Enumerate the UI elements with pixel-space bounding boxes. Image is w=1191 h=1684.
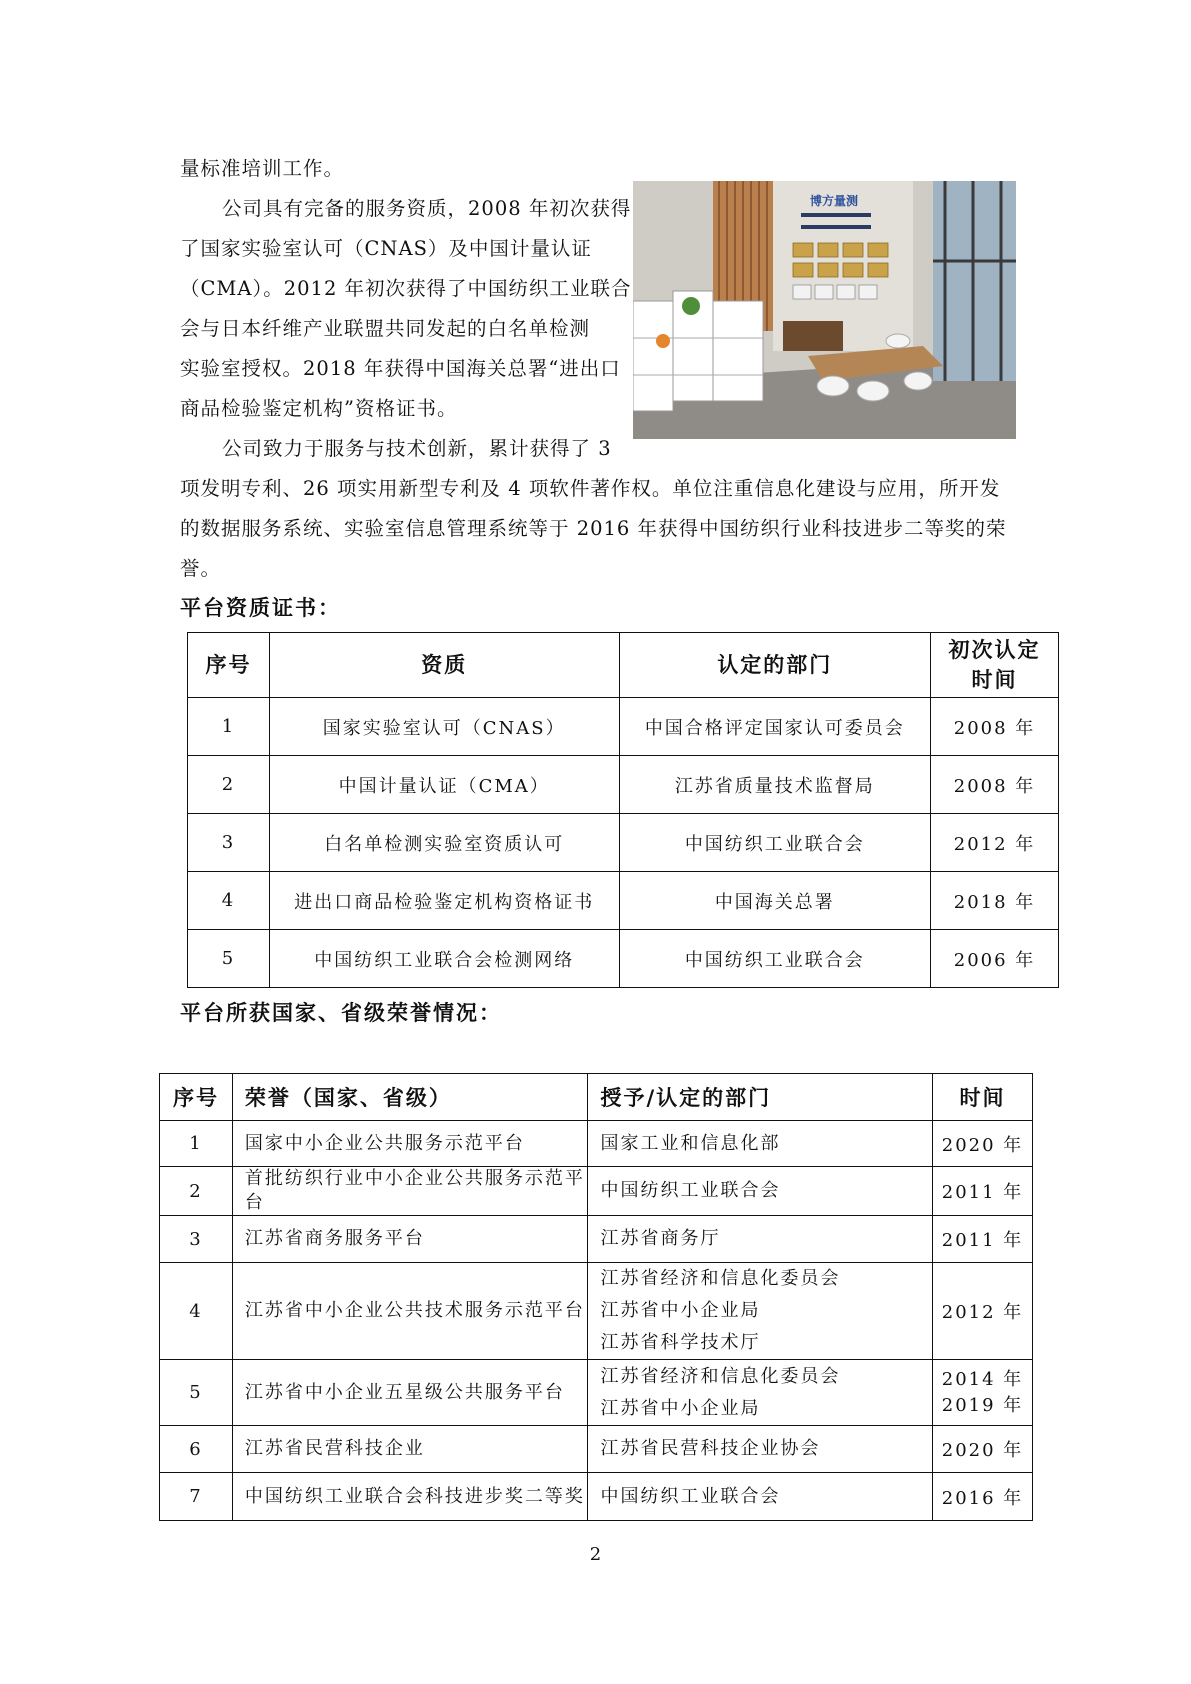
cell-department: 中国纺织工业联合会 (619, 814, 931, 872)
paragraph-line: 项发明专利、26 项实用新型专利及 4 项软件著作权。单位注重信息化建设与应用，所开发 (180, 477, 1001, 500)
paragraph-line: 量标准培训工作。 (180, 157, 345, 180)
cell-department (588, 1263, 933, 1360)
cell-year: 2012 年 (931, 814, 1059, 872)
cell-year: 2018 年 (931, 872, 1059, 930)
cell-time (933, 1263, 1033, 1360)
cell-no: 3 (188, 814, 270, 872)
cell-qualification: 中国计量认证（CMA） (269, 756, 619, 814)
cell-department: 中国纺织工业联合会 (619, 930, 931, 988)
cell-honor: 江苏省商务服务平台 (232, 1216, 588, 1263)
cell-time (933, 1426, 1033, 1473)
department-line: 江苏省经济和信息化委员会 (600, 1365, 841, 1387)
table-row (160, 1121, 1033, 1167)
cell-time (933, 1167, 1033, 1216)
header-qualification: 资质 (269, 633, 619, 698)
time-line: 2011 年 (941, 1230, 1024, 1251)
cell-department (588, 1167, 933, 1216)
time-line: 2020 年 (941, 1134, 1024, 1156)
table-row (160, 1167, 1033, 1216)
department-line: 中国纺织工业联合会 (600, 1180, 781, 1201)
cell-honor: 江苏省民营科技企业 (232, 1426, 588, 1473)
department-line: 江苏省科学技术厅 (600, 1332, 761, 1353)
section-heading-honors: 平台所获国家、省级荣誉情况： (180, 1001, 502, 1025)
cell-time (933, 1360, 1033, 1426)
cell-department (588, 1426, 933, 1473)
header-department: 授予/认定的部门 (588, 1074, 933, 1121)
office-photo (633, 181, 1016, 439)
header-time: 时间 (933, 1074, 1033, 1121)
table-row (188, 698, 1059, 756)
header-no: 序号 (160, 1074, 233, 1121)
table-row (160, 1263, 1033, 1360)
sign-title: 博方量测 (810, 194, 859, 208)
cell-honor: 首批纺织行业中小企业公共服务示范平台 (232, 1167, 588, 1216)
paragraph-line: 的数据服务系统、实验室信息管理系统等于 2016 年获得中国纺织行业科技进步二等奖的荣 (180, 517, 1007, 540)
cell-department (588, 1216, 933, 1263)
cell-qualification: 国家实验室认可（CNAS） (269, 698, 619, 756)
cell-no: 1 (188, 698, 270, 756)
paragraph-line: 会与日本纤维产业联盟共同发起的白名单检测 (180, 317, 591, 340)
cell-honor: 江苏省中小企业五星级公共服务平台 (232, 1360, 588, 1426)
time-line: 2020 年 (941, 1440, 1024, 1461)
cell-no: 2 (188, 756, 270, 814)
cell-department: 中国合格评定国家认可委员会 (619, 698, 931, 756)
paragraph-line: 了国家实验室认可（CNAS）及中国计量认证 (180, 237, 592, 260)
header-honor: 荣誉（国家、省级） (232, 1074, 588, 1121)
certificates-table (187, 632, 1059, 988)
cell-no: 4 (188, 872, 270, 930)
time-line: 2012 年 (941, 1302, 1024, 1323)
table-row (188, 872, 1059, 930)
cell-no: 4 (160, 1263, 233, 1360)
time-line: 2019 年 (941, 1394, 1024, 1416)
department-line: 江苏省民营科技企业协会 (600, 1438, 821, 1459)
honors-table (159, 1073, 1033, 1521)
cell-no: 7 (160, 1473, 233, 1521)
header-first-year (931, 633, 1059, 698)
cell-time (933, 1216, 1033, 1263)
cell-department (588, 1360, 933, 1426)
time-line: 2011 年 (941, 1182, 1024, 1203)
header-first-year-line2: 时间 (971, 668, 1018, 692)
cell-no: 2 (160, 1167, 233, 1216)
cell-honor: 中国纺织工业联合会科技进步奖二等奖 (232, 1473, 588, 1521)
paragraph-line: 公司具有完备的服务资质，2008 年初次获得 (222, 197, 632, 220)
cell-year: 2008 年 (931, 698, 1059, 756)
section-heading-certificates: 平台资质证书： (180, 596, 341, 620)
cell-department (588, 1121, 933, 1167)
department-line: 中国纺织工业联合会 (600, 1485, 781, 1507)
cell-time (933, 1473, 1033, 1521)
header-department: 认定的部门 (619, 633, 931, 698)
paragraph-line: 誉。 (180, 557, 222, 580)
cell-no: 1 (160, 1121, 233, 1167)
cell-no: 3 (160, 1216, 233, 1263)
department-line: 江苏省中小企业局 (600, 1397, 761, 1419)
table-row (188, 930, 1059, 988)
cell-no: 6 (160, 1426, 233, 1473)
table-row (160, 1473, 1033, 1521)
table-header-row (160, 1074, 1033, 1121)
cell-honor: 国家中小企业公共服务示范平台 (232, 1121, 588, 1167)
paragraph-line: 公司致力于服务与技术创新，累计获得了 3 (222, 437, 612, 460)
cell-time (933, 1121, 1033, 1167)
table-row (160, 1426, 1033, 1473)
table-header-row (188, 633, 1059, 698)
table-row (160, 1360, 1033, 1426)
time-line: 2016 年 (941, 1487, 1024, 1509)
office-photo-illustration (633, 181, 1016, 439)
table-row (160, 1216, 1033, 1263)
cell-qualification: 进出口商品检验鉴定机构资格证书 (269, 872, 619, 930)
cell-no: 5 (160, 1360, 233, 1426)
time-line: 2014 年 (941, 1368, 1024, 1390)
cell-department: 中国海关总署 (619, 872, 931, 930)
paragraph-line: （CMA）。2012 年初次获得了中国纺织工业联合 (180, 277, 632, 300)
department-line: 国家工业和信息化部 (600, 1132, 781, 1154)
department-line: 江苏省商务厅 (600, 1228, 721, 1249)
table-row (188, 814, 1059, 872)
cell-department: 江苏省质量技术监督局 (619, 756, 931, 814)
table-row (188, 756, 1059, 814)
cell-year: 2008 年 (931, 756, 1059, 814)
paragraph-line: 商品检验鉴定机构”资格证书。 (180, 397, 458, 420)
header-first-year-line1: 初次认定 (948, 638, 1041, 662)
department-line: 江苏省经济和信息化委员会 (600, 1268, 841, 1289)
cell-qualification: 中国纺织工业联合会检测网络 (269, 930, 619, 988)
cell-qualification: 白名单检测实验室资质认可 (269, 814, 619, 872)
cell-year: 2006 年 (931, 930, 1059, 988)
cell-honor: 江苏省中小企业公共技术服务示范平台 (232, 1263, 588, 1360)
header-no: 序号 (188, 633, 270, 698)
page-number: 2 (589, 1544, 602, 1565)
cell-department (588, 1473, 933, 1521)
cell-no: 5 (188, 930, 270, 988)
department-line: 江苏省中小企业局 (600, 1300, 761, 1321)
paragraph-line: 实验室授权。2018 年获得中国海关总署“进出口 (180, 357, 621, 380)
